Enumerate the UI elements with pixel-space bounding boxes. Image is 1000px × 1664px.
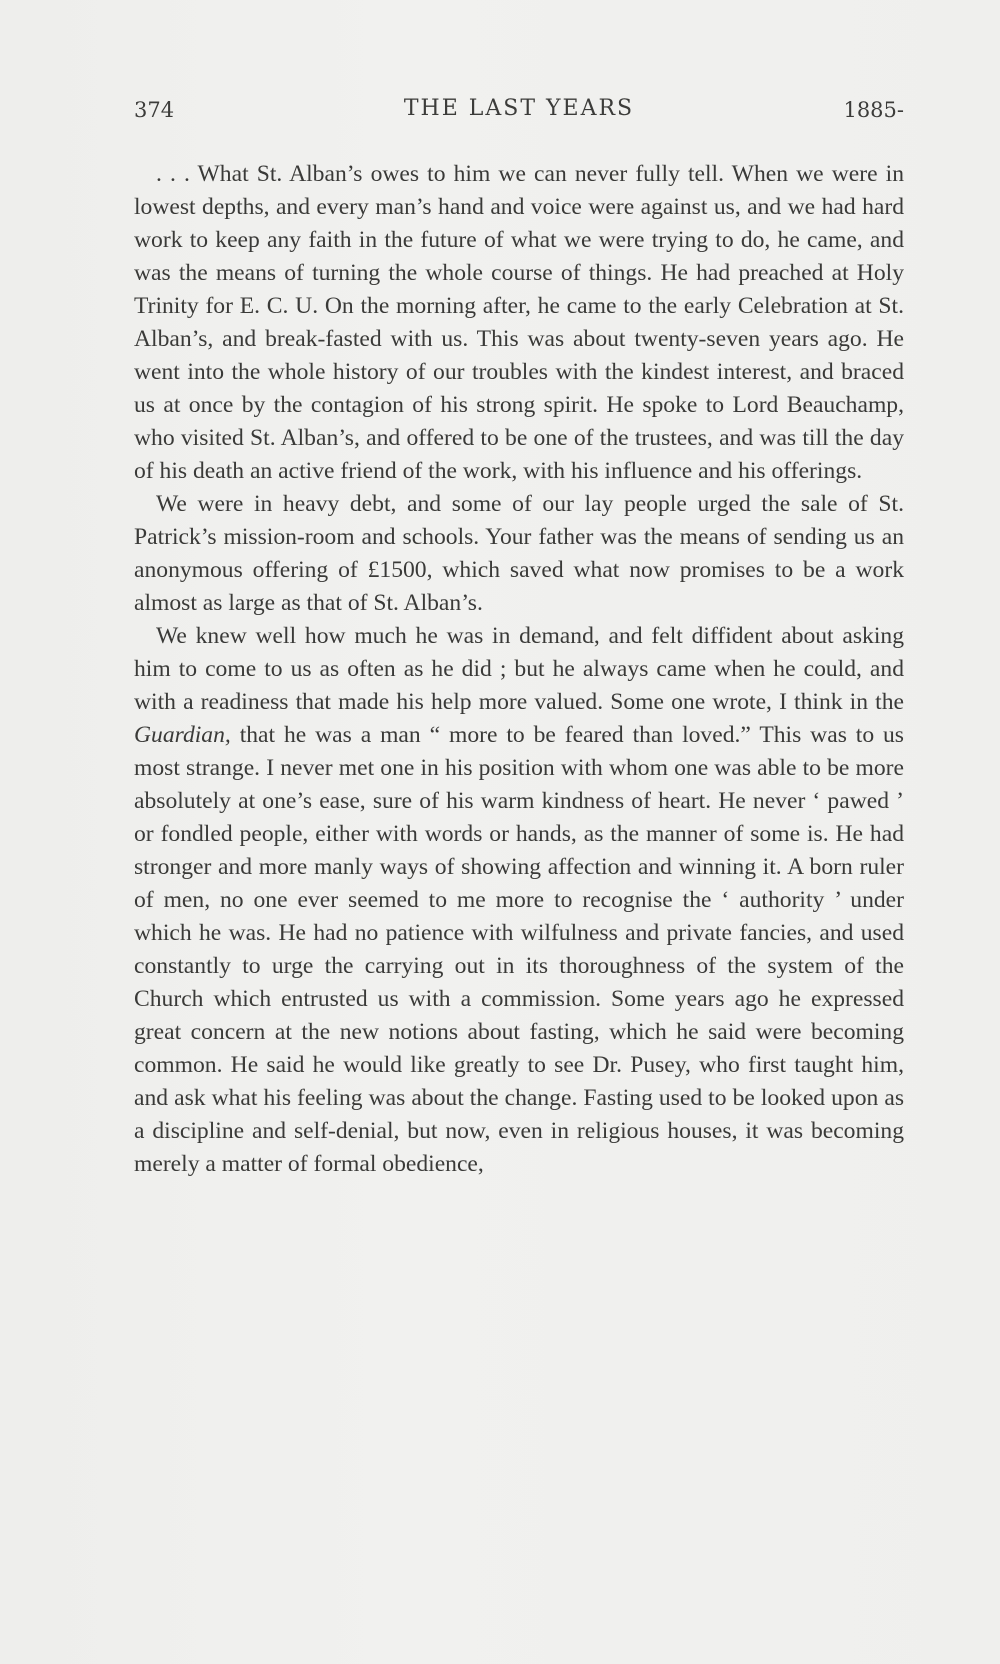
paragraph-3-text-a: We knew well how much he was in demand, and felt diffident about asking him to come to us as often as he did ; but he always came when he could, and with a readiness that made his help more valued. Some one wrote, I think in the [134, 623, 904, 715]
paragraph-1: . . . What St. Alban’s owes to him we can never fully tell. When we were in lowest depths, and every man’s hand and voice were against us, and we had hard work to keep any faith in the future of what we were trying to do, he came, and was the means of turning the whole course of things. He had preached at Holy Trinity for E. C. U. On the morning after, he came to the early Celebration at St. Alban’s, and break-fasted with us. This was about twenty-seven years ago. He went into the whole history of our troubles with the kindest interest, and braced us at once by the contagion of his strong spirit. He spoke to Lord Beauchamp, who visited St. Alban’s, and offered to be one of the trustees, and was till the day of his death an active friend of the work, with his influence and his offerings. [134, 161, 904, 484]
body-text [134, 158, 904, 1181]
paragraph-3 [134, 620, 904, 1181]
page-number: 374 [134, 98, 175, 122]
header-year: 1885- [843, 98, 904, 122]
running-header [134, 96, 904, 126]
paragraph-2: We were in heavy debt, and some of our lay people urged the sale of St. Patrick’s mission-room and schools. Your father was the means of sending us an anonymous offering of £1500, which saved what now promises to be a work almost as large as that of St. Alban’s. [134, 491, 904, 616]
guardian-italic: Guardian, [134, 722, 231, 748]
running-title: THE LAST YEARS [403, 96, 635, 121]
paragraph-3-text-b: that he was a man “ more to be feared than loved.” This was to us most strange. I never met one in his position with whom one was able to be more absolutely at one’s ease, sure of his warm kindness of heart. He never ‘ pawed ’ or fondled people, either with words or hands, as the manner of some is. He had stronger and more manly ways of showing affection and winning it. A born ruler of men, no one ever seemed to me more to recognise the ‘ authority ’ under which he was. He had no patience with wilfulness and private fancies, and used constantly to urge the carrying out in its thoroughness of the system of the Church which entrusted us with a commission. Some years ago he expressed great concern at the new notions about fasting, which he said were becoming common. He said he would like greatly to see Dr. Pusey, who first taught him, and ask what his feeling was about the change. Fasting used to be looked upon as a discipline and self-denial, but now, even in religious houses, it was becoming merely a matter of formal obedience, [134, 722, 904, 1177]
